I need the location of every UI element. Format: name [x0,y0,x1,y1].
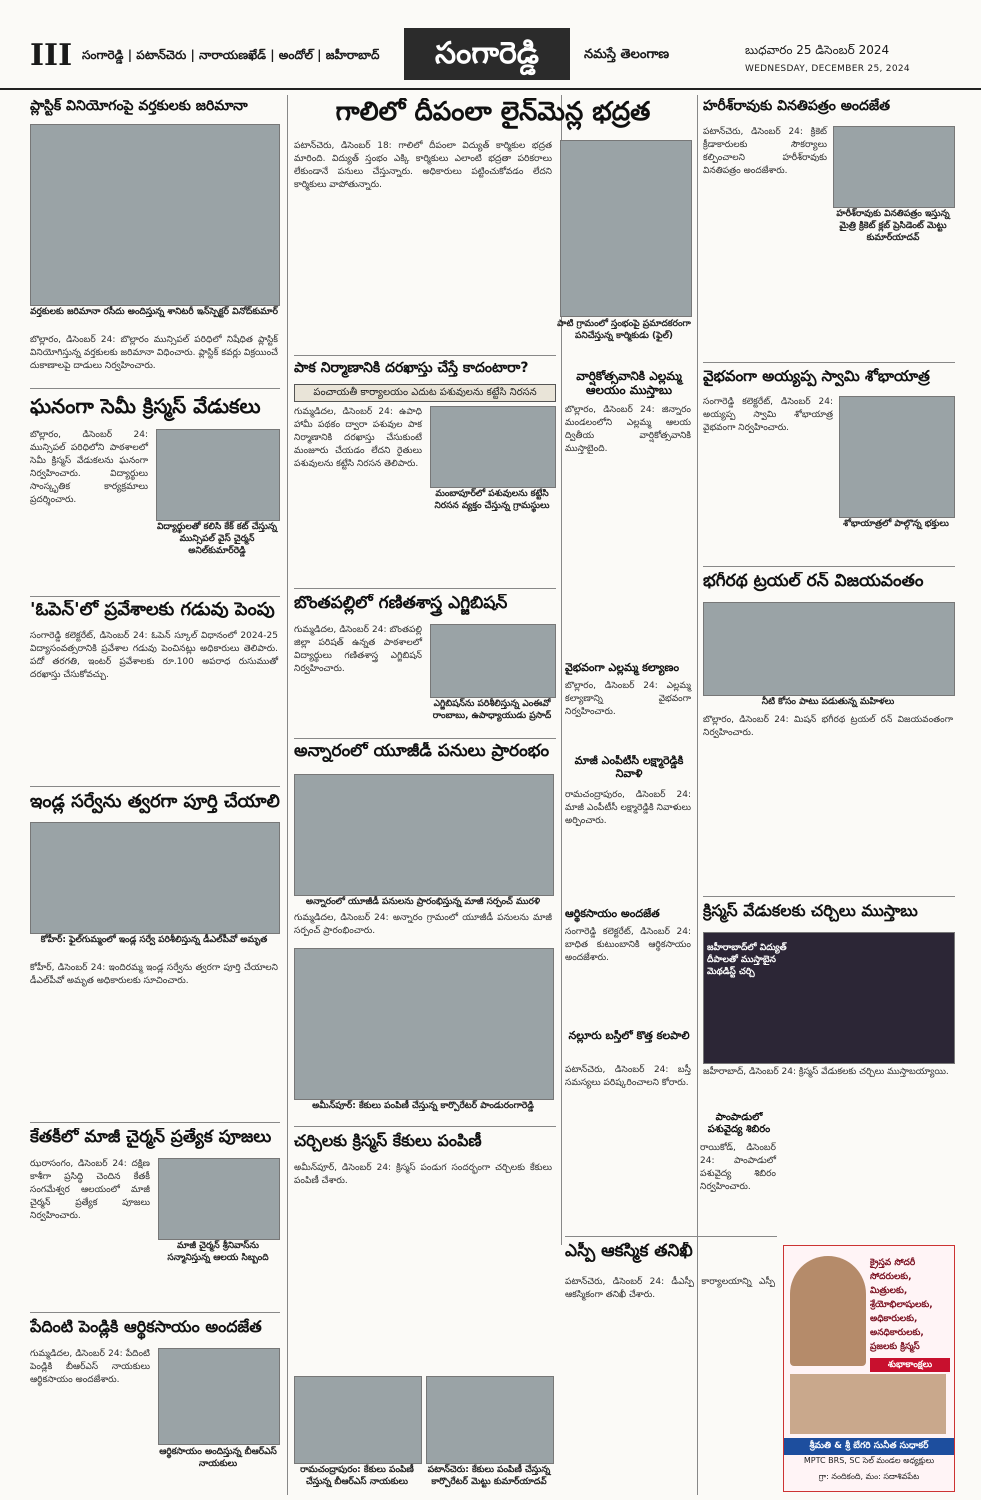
article-body: ఝరాసంగం, డిసెంబర్ 24: దక్షిణ కాశీగా ప్రసిద్ధి చెందిన కేతకీ సంగమేశ్వర ఆలయంలో మాజీ చైర్మన్ ప్రత్యేక పూజలు నిర్వహించారు. [30,1159,150,1221]
headline: క్రిస్మస్ వేడుకలకు చర్చిలు ముస్తాబు [703,902,918,920]
photo [426,1376,554,1464]
column-rule [287,95,288,1495]
article-divider [30,1122,280,1123]
brand-name: నమస్తే తెలంగాణ [584,47,670,62]
article-ketaki-pooja [30,1128,280,1308]
article-body: గుమ్మడిదల, డిసెంబర్ 24: అన్నారం గ్రామంలో యూజీడీ పనులను మాజీ సర్పంచ్ ప్రారంభించారు. [294,913,552,936]
article-body: బొల్లారం, డిసెంబర్ 24: ఎల్లమ్మ కల్యాణాన్ని వైభవంగా నిర్వహించారు. [565,681,691,717]
article-maths-exhibition [294,594,556,734]
photo [30,822,280,934]
photo-caption: పాటి గ్రామంలో స్తంభంపై ప్రమాదకరంగా పనిచేస్తున్న కార్మికుడు (ఫైల్) [557,319,691,341]
article-divider [703,896,955,897]
article-linemen-safety [294,98,692,353]
photo-caption: మంబాపూర్‌లో పశువులను కట్టేసి నిరసన వ్యక్తం చేస్తున్న గ్రామస్థులు [434,489,550,511]
article-body: బొల్లారం, డిసెంబర్ 24: బొల్లారం మున్సిపల్ పరిధిలో నిషేధిత ప్లాస్టిక్ వినియోగిస్తున్న వర్తకులకు జరిమానా విధించారు. ప్లాస్టిక్ కవర్లు విక్రయించే దుకాణాలపై దాడులు నిర్వహించారు. [30,335,278,371]
headline: పేదింటి పెండ్లికి ఆర్థికసాయం అందజేత [30,1318,262,1336]
photo-caption: అన్నారంలో యూజీడీ పనులను ప్రారంభిస్తున్న మాజీ సర్పంచ్ మురళి [305,897,541,907]
article-body: బొల్లారం, డిసెంబర్ 24: మిషన్ భగీరథ ట్రయల్ రన్ విజయవంతంగా నిర్వహించారు. [703,715,953,738]
headline: నల్లూరు బస్తీలో కొత్త కలపాలి [568,1030,690,1042]
article-yellamma-temple [565,370,693,660]
photo-caption: నీటి కోసం పాటు పడుతున్న మహిళలు [761,697,895,707]
photo-caption: హరీశ్‌రావుకు వినతిపత్రం ఇస్తున్న మైత్రి క్రికెట్ క్లబ్ ప్రెసిడెంట్ మెట్టు కుమార్‌యాదవ్ [836,209,950,243]
headline: ఘనంగా సెమీ క్రిస్మస్ వేడుకలు [30,395,261,418]
article-marriage-aid [30,1318,280,1493]
article-divider [30,786,280,787]
article-body: సంగారెడ్డి కలెక్టరేట్, డిసెంబర్ 24: బాధిత కుటుంబానికి ఆర్థికసాయం అందజేశారు. [565,927,691,963]
ad-line: మిత్రులకు, శ్రేయోభిలాషులకు, [870,1286,933,1310]
article-divider [294,738,556,739]
article-ugd-works [294,742,556,1122]
headline: ప్లాస్టిక్ వినియోగంపై వర్తకులకు జరిమానా [30,98,248,114]
article-body: గుమ్మడిదల, డిసెంబర్ 24: పేదింటి పెండ్లికి బీఆర్‌ఎస్ నాయకులు ఆర్థికసాయం అందజేశారు. [30,1349,150,1385]
article-body: పటాన్‌చెరు, డిసెంబర్ 24: క్రికెట్ క్రీడాకారులకు సౌకర్యాలు కల్పించాలని హరీశ్‌రావుకు వినతిపత్రం అందజేశారు. [703,127,827,176]
christmas-greeting-ad [783,1245,955,1492]
headline: బొంతపల్లిలో గణితశాస్త్ర ఎగ్జిబిషన్ [294,594,508,613]
headline: మాజీ ఎంపీటీసీ లక్ష్మారెడ్డికి నివాళి [574,755,684,780]
photo [430,624,556,698]
article-ayyappa-procession [703,368,955,560]
photo [560,140,692,317]
article-sp-inspection [565,1242,777,1494]
article-divider [30,388,280,389]
article-divider [703,362,955,363]
article-veterinary-camp [700,1112,778,1230]
photo-caption: ఎగ్జిబిషన్‌ను పరిశీలిస్తున్న ఎంఈవో రాంబాబు, ఉపాధ్యాయుడు ప్రసాద్ [432,699,552,721]
photo-caption: పటాన్‌చెరు: కేకులు పంపిణీ చేస్తున్న కార్పొరేటర్ మెట్టు కుమార్‌యాదవ్ [427,1465,551,1487]
ad-line: శుభాకాంక్షలు [870,1358,950,1372]
article-body: రామచంద్రాపురం, డిసెంబర్ 24: మాజీ ఎంపీటీసీ లక్ష్మారెడ్డికి నివాళులు అర్పించారు. [565,790,691,826]
sponsor-name: శ్రీమతి & శ్రీ బేగరి సునీత సుధాకర్ [784,1438,954,1455]
article-open-school [30,600,280,780]
article-divider [30,1312,280,1313]
photo [703,602,955,696]
article-bhagiratha-trial [703,572,955,892]
article-body: అమీన్‌పూర్, డిసెంబర్ 24: క్రిస్మస్ పండుగ సందర్భంగా చర్చిలకు కేకులు పంపిణీ చేశారు. [294,1163,552,1186]
article-plastic-fine [30,98,280,380]
photo-caption: కోహీర్: ఫైల్‌గుమ్మంలో ఇండ్ల సర్వే పరిశీలిస్తున్న డీఎల్‌పీవో అమృత [40,935,268,945]
article-body: రాయికోడ్, డిసెంబర్ 24: పాంపాడులో పశువైద్య శిబిరం నిర్వహించారు. [700,1143,776,1192]
photo [833,126,955,208]
page-header [0,0,981,90]
date-telugu: బుధవారం 25 డిసెంబర్ 2024 [745,43,890,57]
article-divider [294,588,556,589]
group-photo [790,1374,946,1434]
page-number: III [30,38,73,73]
headline: ఎస్పీ ఆకస్మిక తనిఖీ [565,1242,693,1261]
headline: ఆర్థికసాయం అందజేత [565,908,660,920]
article-yellamma-kalyanam [565,662,693,752]
headline: అన్నారంలో యూజీడీ పనులు ప్రారంభం [294,742,550,761]
date-english: WEDNESDAY, DECEMBER 25, 2024 [745,64,910,74]
article-body: కోహీర్, డిసెంబర్ 24: ఇందిరమ్మ ఇండ్ల సర్వేను త్వరగా పూర్తి చేయాలని డీఎల్‌పీవో అమృత అధికారులకు సూచించారు. [30,963,278,986]
headline: 'ఓపెన్'లో ప్రవేశాలకు గడువు పెంపు [30,600,275,620]
sponsor-designation: MPTC BRS, SC సెల్ మండల అధ్యక్షులు [803,1456,935,1465]
headline: భగీరథ ట్రయల్ రన్ విజయవంతం [703,572,924,591]
headline: కేతకీలో మాజీ చైర్మన్ ప్రత్యేక పూజలు [30,1128,272,1147]
headline: వైభవంగా ఎల్లమ్మ కల్యాణం [565,662,680,674]
article-christmas-churches [703,902,955,1107]
article-mptc-tribute [565,755,693,905]
photo [430,406,556,488]
masthead: సంగారెడ్డి [404,28,570,80]
subheadline: పంచాయతీ కార్యాలయం ఎదుట పశువులను కట్టేసి నిరసన [294,384,556,402]
article-body: జహీరాబాద్, డిసెంబర్ 24: క్రిస్మస్ వేడుకలకు చర్చిలు ముస్తాబయ్యాయి. [703,1067,949,1077]
article-divider [703,566,955,567]
ad-line: అధికారులకు, అనధికారులకు, [870,1314,924,1338]
article-harishrao-memorandum [703,98,955,353]
headline: గాలిలో దీపంలా లైన్‌మెన్ల భద్రత [335,98,651,127]
article-cattle-shed [294,360,556,582]
sponsor-village: గ్రా: నందికంది, మం: సదాశివపేట [818,1472,920,1481]
headline: చర్చిలకు క్రిస్మస్ కేకులు పంపిణీ [294,1132,482,1150]
photo [158,1348,280,1445]
headline: వార్షికోత్సవానికి ఎల్లమ్మ ఆలయం ముస్తాబు [576,370,682,397]
photo [294,774,554,896]
photo-caption: రామచంద్రాపురం: కేకులు పంపిణీ చేస్తున్న బీఆర్‌ఎస్ నాయకులు [300,1465,414,1487]
photo [294,1376,422,1464]
photo [839,396,955,518]
ad-line: క్రైస్తవ సోదరీ సోదరులకు, [870,1258,916,1282]
article-body: బొల్లారం, డిసెంబర్ 24: జిన్నారం మండలంలోని ఎల్లమ్మ ఆలయ ద్వితీయ వార్షికోత్సవానికి ముస్తాబైంది. [565,405,691,454]
portrait-photo [790,1256,866,1366]
photo-caption: ఆర్థికసాయం అందిస్తున్న బీఆర్‌ఎస్ నాయకులు [159,1447,277,1469]
photo-caption: వర్తకులకు జరిమానా రసీదు అందిస్తున్న శానిటరీ ఇన్‌స్పెక్టర్ వినోద్‌కుమార్ [30,307,278,317]
article-body: సంగారెడ్డి కలెక్టరేట్, డిసెంబర్ 24: అయ్యప్ప స్వామి శోభాయాత్ర వైభవంగా నిర్వహించారు. [703,397,833,433]
article-body: బొల్లారం, డిసెంబర్ 24: మున్సిపల్ పరిధిలోని పాఠశాలలో సెమీ క్రిస్మస్ వేడుకలను ఘనంగా నిర్వహించారు. విద్యార్థులు సాంస్కృతిక కార్యక్రమాలు ప్రదర్శించారు. [30,430,148,505]
headline: వైభవంగా అయ్యప్ప స్వామి శోభాయాత్ర [703,368,930,385]
article-semi-christmas [30,395,280,590]
article-nalluru-basti [565,1030,693,1180]
article-divider [294,1126,556,1127]
headline: పాక నిర్మాణానికి దరఖాస్తు చేస్తే కాదంటారా? [294,360,529,376]
photo-caption: శోభాయాత్రలో పాల్గొన్న భక్తులు [843,519,949,529]
photo [30,124,280,306]
district-list: సంగారెడ్డి | పటాన్‌చెరు | నారాయణఖేడ్ | అందోల్ | జహీరాబాద్ [82,48,380,62]
photo-caption: జహీరాబాద్‌లో విద్యుత్ దీపాలతో ముస్తాబైన మెథడిస్ట్ చర్చి [707,943,787,977]
photo-caption: విద్యార్థులతో కలిసి కేక్ కట్ చేస్తున్న మున్సిపల్ వైస్ చైర్మన్ అనిల్‌కుమార్‌రెడ్డి [157,522,277,556]
headline: హరీశ్‌రావుకు వినతిపత్రం అందజేత [703,98,891,114]
article-divider [294,355,556,356]
ad-line: ప్రజలకు క్రిస్మస్ [870,1342,920,1352]
article-body: పటాన్‌చెరు, డిసెంబర్ 24: బస్తీ సమస్యలు పరిష్కరించాలని కోరారు. [565,1065,691,1088]
article-body: గుమ్మడిదల, డిసెంబర్ 24: బొంతపల్లి జిల్లా పరిషత్ ఉన్నత పాఠశాలలో విద్యార్థులు గణితశాస్త్ర ఎగ్జిబిషన్ నిర్వహించారు. [294,625,422,674]
photo [294,948,554,1100]
article-christmas-cakes [294,1132,556,1494]
photo [156,429,280,521]
photo [158,1158,280,1240]
photo-caption: మాజీ చైర్మన్ శ్రీనివాస్‌ను సన్మానిస్తున్న ఆలయ సిబ్బంది [167,1241,269,1263]
article-body: పటాన్‌చెరు, డిసెంబర్ 18: గాలిలో దీపంలా విద్యుత్ కార్మికుల భద్రత మారింది. విద్యుత్ స్తంభం ఎక్కి కార్మికులు ఎలాంటి భద్రతా పరికరాలు లేకుండానే పనులు చేస్తున్నారు. అధికారులు పట్టించుకోవడం లేదని కార్మికులు వాపోతున్నారు. [294,141,552,190]
headline: ఇండ్ల సర్వేను త్వరగా పూర్తి చేయాలి [30,792,280,812]
article-financial-aid [565,908,693,1028]
article-divider [30,596,280,597]
article-body: పటాన్‌చెరు, డిసెంబర్ 24: డీఎస్పీ కార్యాలయాన్ని ఎస్పీ ఆకస్మికంగా తనిఖీ చేశారు. [565,1277,775,1300]
headline: పాంపాడులో పశువైద్య శిబిరం [707,1112,771,1135]
article-body: గుమ్మడిదల, డిసెంబర్ 24: ఉపాధి హామీ పథకం ద్వారా పశువుల పాక నిర్మాణానికి దరఖాస్తు చేసుకుంటే మంజూరు చేయడం లేదని రైతులు పశువులను కట్టేసి నిరసన తెలిపారు. [294,407,422,469]
photo-caption: అమీన్‌పూర్: కేకులు పంపిణీ చేస్తున్న కార్పొరేటర్ పాండురంగారెడ్డి [312,1101,534,1111]
article-divider [565,1236,777,1237]
article-body: సంగారెడ్డి కలెక్టరేట్, డిసెంబర్ 24: ఓపెన్ స్కూల్ విధానంలో 2024-25 విద్యాసంవత్సరానికి ప్రవేశాల గడువు పెంచినట్లు అధికారులు తెలిపారు. పదో తరగతి, ఇంటర్ ప్రవేశాలకు రూ.100 అపరాధ రుసుముతో దరఖాస్తు చేసుకోవచ్చు. [30,631,278,680]
article-housing-survey [30,792,280,1122]
